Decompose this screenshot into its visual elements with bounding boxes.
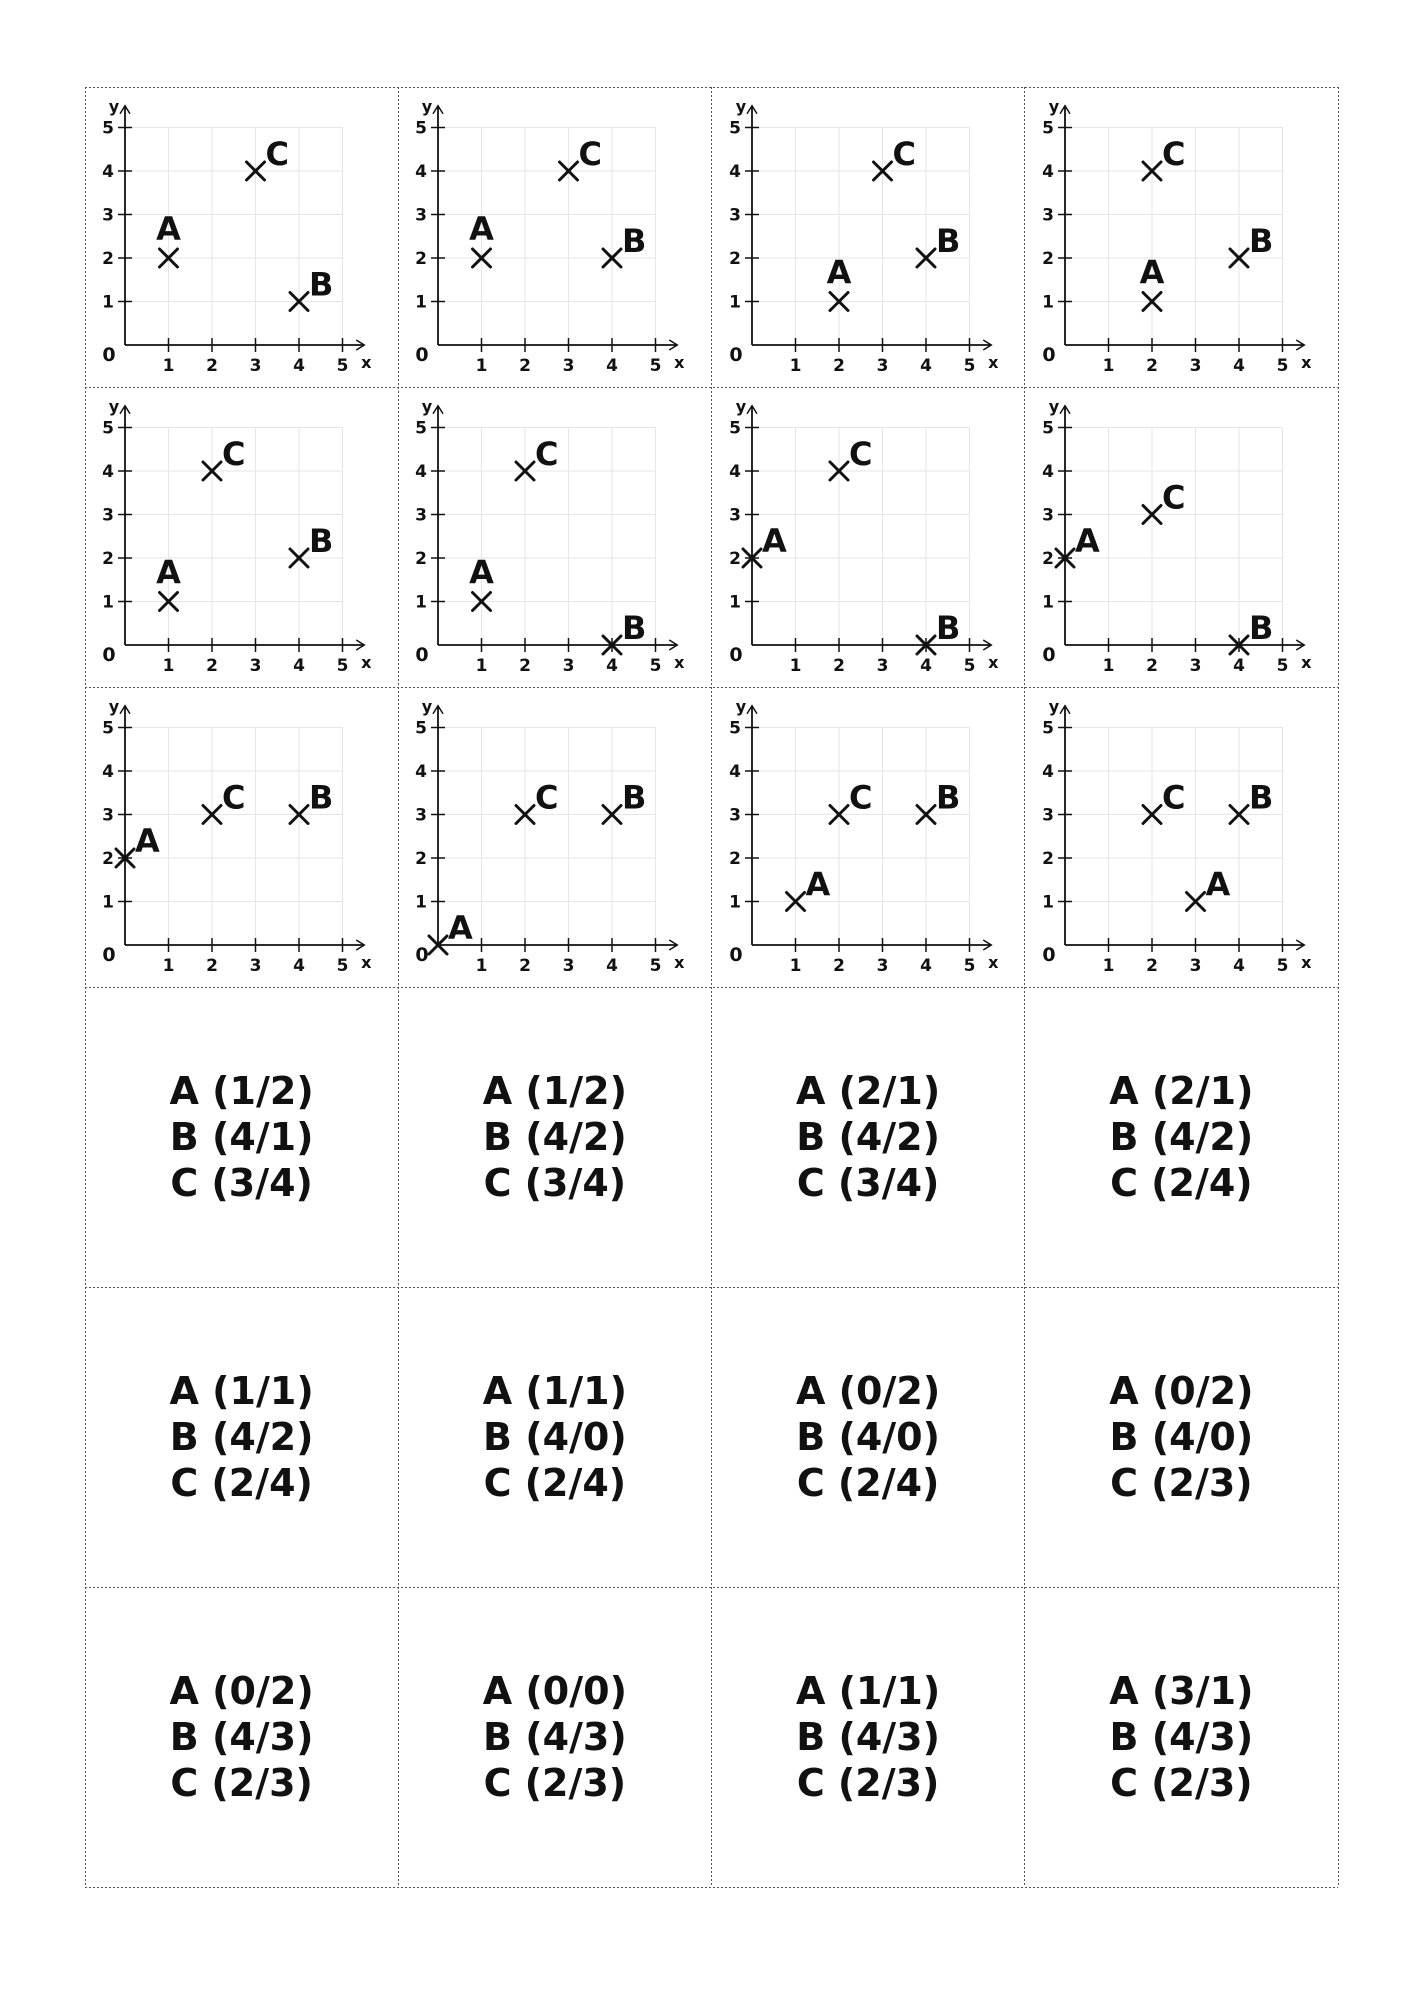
x-tick-label: 5 [963, 656, 975, 676]
x-tick-label: 5 [963, 956, 975, 976]
y-axis-label: y [735, 96, 746, 116]
y-tick-label: 5 [415, 418, 428, 439]
x-axis-label: x [987, 953, 998, 972]
y-tick-label: 1 [102, 892, 114, 913]
x-tick-label: 4 [919, 956, 932, 976]
point-label-a: A [156, 553, 181, 592]
y-tick-label: 5 [102, 718, 114, 739]
point-label-a: A [156, 210, 181, 248]
y-tick-label: 2 [728, 549, 741, 569]
coordinate-plot [712, 687, 1025, 987]
coordinate-chart-card [398, 87, 711, 387]
x-tick-label: 2 [832, 956, 845, 976]
coordinate-answer-card [712, 987, 1025, 1287]
y-tick-label: 4 [415, 462, 428, 482]
x-tick-label: 1 [162, 956, 175, 976]
answer-line: A (0/2) [796, 1369, 941, 1413]
y-tick-label: 2 [728, 849, 741, 869]
answer-text-block [1025, 1368, 1338, 1506]
x-tick-label: 1 [162, 356, 175, 376]
x-tick-label: 3 [876, 656, 888, 676]
point-label-c: C [578, 135, 603, 173]
answer-line: C (3/4) [483, 1161, 627, 1205]
x-axis-label: x [674, 953, 685, 972]
answer-line: B (4/2) [169, 1415, 314, 1459]
y-tick-label: 3 [415, 805, 428, 826]
answer-line: A (3/1) [1109, 1669, 1254, 1713]
coordinate-chart-card [712, 87, 1025, 387]
point-label-a: A [761, 522, 787, 560]
answer-line: A (1/2) [169, 1069, 314, 1113]
answer-line: C (2/3) [1110, 1461, 1253, 1505]
coordinate-answer-card [398, 1287, 711, 1587]
x-axis-label: x [361, 653, 372, 672]
y-axis-label: y [1048, 396, 1059, 416]
coordinate-chart-card [1025, 387, 1338, 687]
y-tick-label: 2 [102, 849, 114, 869]
y-tick-label: 4 [102, 762, 114, 782]
point-label-c: C [892, 135, 916, 173]
x-tick-label: 5 [1276, 356, 1289, 376]
x-tick-label: 5 [649, 656, 662, 676]
answer-line: C (2/3) [483, 1761, 627, 1805]
answer-line: C (2/4) [483, 1461, 627, 1505]
y-tick-label: 4 [102, 162, 114, 182]
point-label-b: B [1248, 778, 1274, 817]
answer-line: B (4/0) [796, 1415, 940, 1459]
coordinate-chart-card [398, 687, 711, 987]
point-label-c: C [1161, 135, 1186, 173]
answer-text-block [1025, 1068, 1338, 1206]
x-tick-label: 1 [475, 656, 488, 676]
y-tick-label: 1 [102, 292, 114, 313]
x-axis-label: x [1300, 353, 1312, 372]
answer-line: C (3/4) [796, 1161, 940, 1205]
y-tick-label: 1 [415, 292, 428, 313]
coordinate-plot [1025, 387, 1338, 687]
coordinate-plot [1025, 687, 1338, 987]
y-tick-label: 5 [1041, 718, 1054, 739]
y-axis-label: y [735, 396, 746, 416]
x-axis-label: x [674, 353, 685, 372]
x-tick-label: 2 [519, 956, 532, 976]
answer-text-block [398, 1668, 711, 1806]
answer-line: B (4/2) [1109, 1115, 1254, 1159]
coordinate-plot [85, 687, 398, 987]
coordinate-plot [398, 87, 711, 387]
point-label-c: C [535, 435, 559, 473]
y-tick-label: 3 [102, 505, 114, 526]
x-tick-label: 3 [1189, 656, 1202, 676]
y-tick-label: 2 [1041, 849, 1054, 869]
x-tick-label: 2 [1145, 656, 1158, 676]
answer-text-block [85, 1068, 398, 1206]
x-tick-label: 2 [519, 356, 532, 376]
answer-line: B (4/2) [796, 1115, 940, 1159]
y-tick-label: 1 [102, 592, 114, 613]
y-tick-label: 3 [415, 505, 428, 526]
coordinate-answer-card [712, 1287, 1025, 1587]
origin-label: 0 [728, 944, 743, 966]
answer-line: A (2/1) [1109, 1069, 1254, 1113]
y-tick-label: 5 [728, 418, 741, 439]
x-tick-label: 3 [562, 356, 575, 376]
point-label-c: C [535, 778, 559, 817]
coordinate-plot [712, 387, 1025, 687]
y-axis-label: y [422, 96, 433, 116]
origin-label: 0 [415, 344, 429, 366]
coordinate-chart-card [712, 387, 1025, 687]
x-tick-label: 1 [789, 356, 801, 376]
x-tick-label: 3 [876, 356, 888, 376]
y-tick-label: 3 [1041, 205, 1054, 226]
y-axis-label: y [108, 396, 120, 416]
y-axis-label: y [1048, 696, 1059, 716]
coordinate-chart-card [1025, 87, 1338, 387]
point-label-b: B [309, 265, 334, 304]
answer-text-block [398, 1368, 711, 1506]
point-label-b: B [309, 778, 334, 817]
x-axis-label: x [361, 353, 372, 372]
y-tick-label: 4 [415, 162, 428, 182]
x-tick-label: 2 [519, 656, 532, 676]
coordinate-chart-card [712, 687, 1025, 987]
x-tick-label: 1 [475, 356, 488, 376]
x-tick-label: 5 [963, 356, 975, 376]
y-tick-label: 1 [1041, 892, 1054, 913]
y-axis-label: y [422, 696, 433, 716]
y-tick-label: 3 [1041, 805, 1054, 826]
point-label-a: A [469, 210, 495, 248]
x-tick-label: 2 [1145, 956, 1158, 976]
y-axis-label: y [108, 96, 120, 116]
answer-line: A (1/1) [482, 1369, 627, 1413]
y-tick-label: 3 [415, 205, 428, 226]
x-tick-label: 3 [249, 956, 262, 976]
x-tick-label: 5 [336, 356, 349, 376]
origin-label: 0 [728, 644, 743, 666]
y-tick-label: 1 [1041, 292, 1054, 313]
coordinate-answer-card [398, 987, 711, 1287]
origin-label: 0 [415, 944, 429, 966]
x-axis-label: x [674, 653, 685, 672]
y-axis-label: y [422, 396, 433, 416]
point-label-b: B [1248, 609, 1274, 647]
y-tick-label: 4 [728, 762, 741, 782]
y-tick-label: 2 [415, 249, 428, 269]
point-label-b: B [935, 222, 960, 260]
x-tick-label: 4 [293, 956, 305, 976]
y-tick-label: 5 [728, 118, 741, 139]
point-label-a: A [1074, 522, 1100, 560]
x-axis-label: x [1300, 653, 1312, 672]
y-tick-label: 5 [102, 418, 114, 439]
coordinate-chart-card [1025, 687, 1338, 987]
y-tick-label: 5 [102, 118, 114, 139]
x-tick-label: 4 [606, 656, 619, 676]
y-tick-label: 1 [728, 892, 741, 913]
answer-line: C (2/3) [796, 1761, 940, 1805]
x-tick-label: 4 [919, 356, 932, 376]
x-tick-label: 1 [789, 956, 801, 976]
answer-text-block [712, 1068, 1025, 1206]
y-tick-label: 5 [1041, 118, 1054, 139]
coordinate-answer-card [398, 1587, 711, 1887]
point-label-c: C [1161, 778, 1186, 817]
y-tick-label: 2 [1041, 249, 1054, 269]
y-tick-label: 2 [415, 549, 428, 569]
point-label-a: A [448, 909, 474, 947]
answer-line: A (2/1) [796, 1069, 941, 1113]
answer-line: A (0/2) [169, 1669, 314, 1713]
x-tick-label: 2 [206, 656, 218, 676]
y-tick-label: 2 [102, 249, 114, 269]
point-label-a: A [826, 253, 851, 292]
x-tick-label: 5 [649, 356, 662, 376]
point-label-a: A [469, 553, 495, 592]
answer-line: C (2/3) [170, 1761, 313, 1805]
coordinate-plot [1025, 87, 1338, 387]
x-axis-label: x [1300, 953, 1312, 972]
x-tick-label: 4 [919, 656, 932, 676]
coordinate-plot [398, 687, 711, 987]
x-tick-label: 3 [1189, 956, 1202, 976]
y-tick-label: 2 [415, 849, 428, 869]
x-tick-label: 2 [206, 356, 218, 376]
point-label-b: B [1248, 222, 1274, 260]
point-label-c: C [265, 135, 289, 173]
answer-line: C (3/4) [170, 1161, 313, 1205]
x-tick-label: 3 [562, 656, 575, 676]
x-tick-label: 1 [789, 656, 801, 676]
answer-line: C (2/4) [796, 1461, 940, 1505]
y-tick-label: 5 [415, 718, 428, 739]
x-tick-label: 2 [206, 956, 218, 976]
y-axis-label: y [1048, 96, 1059, 116]
origin-label: 0 [1042, 344, 1056, 366]
x-tick-label: 1 [1102, 656, 1115, 676]
answer-line: B (4/0) [483, 1415, 627, 1459]
y-tick-label: 4 [415, 762, 428, 782]
coordinate-chart-card [398, 387, 711, 687]
y-tick-label: 4 [728, 162, 741, 182]
coordinate-answer-card [712, 1587, 1025, 1887]
coordinate-answer-card [1025, 1587, 1338, 1887]
coordinate-answer-card [85, 1287, 398, 1587]
answer-text-block [712, 1668, 1025, 1806]
answer-line: B (4/3) [483, 1715, 627, 1759]
point-label-b: B [935, 778, 960, 817]
answer-line: B (4/0) [1109, 1415, 1254, 1459]
coordinate-answer-card [1025, 1287, 1338, 1587]
answer-line: B (4/1) [169, 1115, 314, 1159]
y-tick-label: 3 [728, 205, 741, 226]
y-tick-label: 2 [1041, 549, 1054, 569]
origin-label: 0 [415, 644, 429, 666]
answer-line: C (2/4) [170, 1461, 313, 1505]
y-tick-label: 5 [415, 118, 428, 139]
x-tick-label: 5 [336, 656, 349, 676]
x-tick-label: 3 [1189, 356, 1202, 376]
coordinate-plot [85, 387, 398, 687]
x-tick-label: 1 [475, 956, 488, 976]
x-tick-label: 5 [1276, 956, 1289, 976]
answer-line: A (1/1) [169, 1369, 314, 1413]
coordinate-chart-card [85, 687, 398, 987]
x-axis-label: x [987, 653, 998, 672]
answer-line: A (0/2) [1109, 1369, 1254, 1413]
y-tick-label: 2 [102, 549, 114, 569]
y-tick-label: 1 [415, 592, 428, 613]
y-axis-label: y [108, 696, 120, 716]
answer-line: B (4/3) [1109, 1715, 1254, 1759]
coordinate-answer-card [85, 987, 398, 1287]
point-label-b: B [622, 609, 647, 647]
y-axis-label: y [735, 696, 746, 716]
y-tick-label: 4 [1041, 162, 1054, 182]
y-tick-label: 1 [1041, 592, 1054, 613]
x-tick-label: 3 [249, 656, 262, 676]
y-tick-label: 3 [102, 205, 114, 226]
answer-line: C (2/3) [1110, 1761, 1253, 1805]
answer-text-block [398, 1068, 711, 1206]
x-tick-label: 5 [1276, 656, 1289, 676]
coordinate-plot [398, 387, 711, 687]
origin-label: 0 [102, 344, 116, 366]
x-tick-label: 4 [1232, 956, 1245, 976]
origin-label: 0 [1042, 644, 1056, 666]
x-tick-label: 1 [1102, 956, 1115, 976]
answer-line: A (1/1) [796, 1669, 941, 1713]
point-label-a: A [805, 865, 830, 904]
x-tick-label: 1 [162, 656, 175, 676]
x-tick-label: 2 [832, 656, 845, 676]
y-tick-label: 5 [728, 718, 741, 739]
answer-text-block [712, 1368, 1025, 1506]
x-tick-label: 1 [1102, 356, 1115, 376]
answer-line: A (0/0) [482, 1669, 627, 1713]
coordinate-plot [712, 87, 1025, 387]
y-tick-label: 4 [1041, 462, 1054, 482]
x-tick-label: 3 [876, 956, 888, 976]
answer-text-block [1025, 1668, 1338, 1806]
x-tick-label: 4 [606, 356, 619, 376]
x-tick-label: 5 [336, 956, 349, 976]
origin-label: 0 [102, 644, 116, 666]
x-tick-label: 4 [1232, 656, 1245, 676]
y-tick-label: 4 [102, 462, 114, 482]
coordinate-chart-card [85, 387, 398, 687]
x-tick-label: 4 [293, 356, 305, 376]
x-tick-label: 4 [606, 956, 619, 976]
origin-label: 0 [1042, 944, 1056, 966]
x-tick-label: 2 [1145, 356, 1158, 376]
point-label-b: B [622, 222, 647, 260]
y-tick-label: 2 [728, 249, 741, 269]
coordinate-answer-card [85, 1587, 398, 1887]
x-tick-label: 5 [649, 956, 662, 976]
answer-line: B (4/2) [483, 1115, 627, 1159]
answer-line: A (1/2) [482, 1069, 627, 1113]
worksheet [85, 87, 1338, 1887]
point-label-c: C [848, 435, 872, 473]
point-label-a: A [1205, 865, 1231, 904]
point-label-c: C [1161, 478, 1186, 517]
answer-line: C (2/4) [1110, 1161, 1253, 1205]
y-tick-label: 1 [728, 292, 741, 313]
y-tick-label: 3 [728, 505, 741, 526]
point-label-c: C [222, 778, 246, 817]
y-tick-label: 3 [728, 805, 741, 826]
coordinate-chart-card [85, 87, 398, 387]
x-tick-label: 3 [249, 356, 262, 376]
y-tick-label: 1 [728, 592, 741, 613]
x-axis-label: x [987, 353, 998, 372]
answer-text-block [85, 1368, 398, 1506]
x-axis-label: x [361, 953, 372, 972]
y-tick-label: 3 [1041, 505, 1054, 526]
answer-line: B (4/3) [169, 1715, 314, 1759]
origin-label: 0 [102, 944, 116, 966]
x-tick-label: 2 [832, 356, 845, 376]
y-tick-label: 5 [1041, 418, 1054, 439]
coordinate-answer-card [1025, 987, 1338, 1287]
y-tick-label: 1 [415, 892, 428, 913]
answer-text-block [85, 1668, 398, 1806]
answer-line: B (4/3) [796, 1715, 940, 1759]
point-label-b: B [622, 778, 647, 817]
point-label-b: B [935, 609, 960, 647]
point-label-a: A [1139, 253, 1165, 292]
origin-label: 0 [728, 344, 743, 366]
coordinate-plot [85, 87, 398, 387]
y-tick-label: 4 [1041, 762, 1054, 782]
x-tick-label: 3 [562, 956, 575, 976]
y-tick-label: 3 [102, 805, 114, 826]
point-label-b: B [309, 522, 334, 560]
point-label-c: C [222, 435, 246, 473]
x-tick-label: 4 [293, 656, 305, 676]
y-tick-label: 4 [728, 462, 741, 482]
point-label-c: C [848, 778, 872, 817]
point-label-a: A [135, 822, 160, 860]
x-tick-label: 4 [1232, 356, 1245, 376]
